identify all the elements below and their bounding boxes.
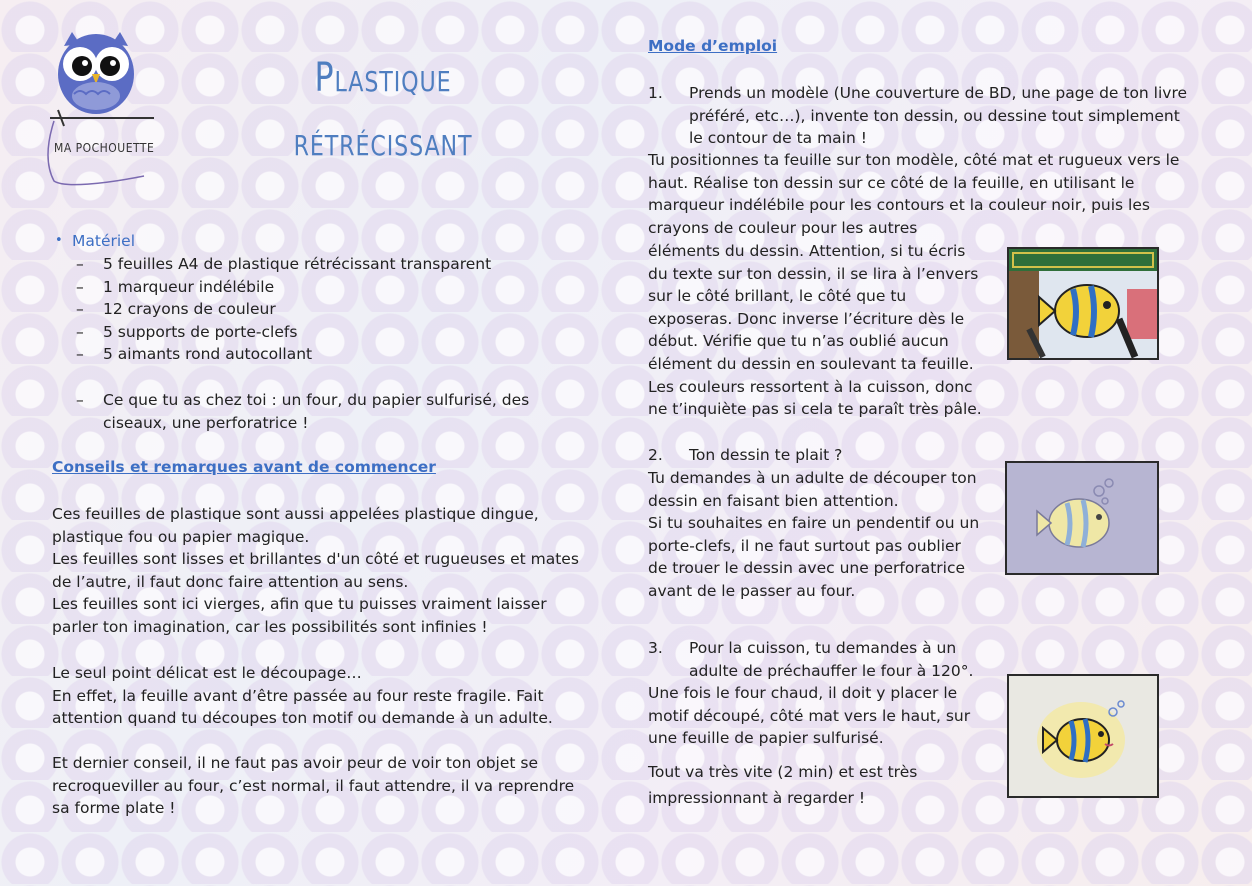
step-1-body-full — [648, 149, 1228, 239]
home-items-line-1: – Ce que tu as chez toi : un four, du papier sulfurisé, des — [76, 389, 596, 412]
step-line: porte-clefs, il ne faut surtout pas oublier — [648, 536, 961, 555]
step-line: marqueur indélébile pour les contours et la couleur noir, puis les — [648, 196, 1150, 215]
conseils-line: de l’autre, il faut donc faire attention au sens. — [52, 572, 409, 591]
materiel-heading: • Matériel — [72, 230, 592, 253]
step-line: début. Vérifie que tu n’as oublié aucun — [648, 332, 949, 351]
logo-text: MA POCHOUETTE — [54, 141, 155, 155]
materiel-item: – 5 supports de porte-clefs — [76, 321, 596, 344]
step-line: éléments du dessin. Attention, si tu écris — [648, 242, 966, 260]
conseils-line: sa forme plate ! — [52, 799, 176, 818]
step-line: motif découpé, côté mat vers le haut, sur — [648, 706, 971, 725]
step-line: Une fois le four chaud, il doit y placer le — [648, 684, 958, 702]
step-line: Les couleurs ressortent à la cuisson, donc — [648, 377, 973, 396]
conseils-line: attention quand tu découpes ton motif ou demande à un adulte. — [52, 709, 553, 728]
conseils-p1 — [52, 503, 612, 639]
conseils-heading: Conseils et remarques avant de commencer — [52, 458, 436, 476]
conseils-p3 — [52, 752, 612, 820]
step-line: Si tu souhaites en faire un pendentif ou un — [648, 514, 980, 533]
materiel-item: – 12 crayons de couleur — [76, 298, 596, 321]
step-1-number: 1. — [648, 84, 663, 102]
step-3-body — [648, 682, 993, 750]
step-line: Prends un modèle (Une couverture de BD, une page de ton livre — [689, 84, 1188, 102]
step-3-final — [648, 759, 993, 811]
step-line: Tu demandes à un adulte de découper ton — [648, 469, 977, 487]
step-2-number: 2. — [648, 446, 663, 464]
step-3-intro — [689, 637, 989, 682]
materiel-section — [72, 230, 592, 253]
materiel-list — [76, 253, 596, 366]
step-2-title: Ton dessin te plait ? — [689, 446, 843, 464]
step-line: élément du dessin en soulevant ta feuille. — [648, 354, 974, 373]
conseils-line: Les feuilles sont ici vierges, afin que tu puisses vraiment laisser — [52, 595, 547, 614]
step-line: ne t’inquiète pas si cela te paraît très pâle. — [648, 400, 982, 419]
step-line: crayons de couleur pour les autres — [648, 218, 918, 237]
conseils-line: En effet, la feuille avant d’être passée au four reste fragile. Fait — [52, 686, 544, 705]
step-2-body — [648, 467, 993, 603]
step-line: dessin en faisant bien attention. — [648, 491, 899, 510]
step-line: avant de le passer au four. — [648, 581, 856, 600]
conseils-line: Le seul point délicat est le découpage… — [52, 664, 362, 682]
conseils-line: Et dernier conseil, il ne faut pas avoir peur de voir ton objet se — [52, 754, 539, 772]
step-line: Tu positionnes ta feuille sur ton modèle, côté mat et rugueux vers le — [648, 151, 1180, 169]
fish-cutout-icon — [1007, 463, 1157, 573]
step-line: une feuille de papier sulfurisé. — [648, 729, 884, 748]
mode-heading: Mode d’emploi — [648, 37, 778, 55]
title-line-1: Plastique — [314, 55, 452, 101]
step-line: le contour de ta main ! — [689, 129, 867, 148]
photo-cut-drawing — [1005, 461, 1159, 575]
step-1-body-short — [648, 240, 998, 421]
materiel-item: – 1 marqueur indélébile — [76, 276, 596, 299]
step-line: de trouer le dessin avec une perforatrice — [648, 559, 966, 578]
title-line-2: rétrécissant — [293, 119, 473, 165]
step-1-intro — [689, 82, 1209, 150]
conseils-line: Ces feuilles de plastique sont aussi appelées plastique dingue, — [52, 505, 539, 523]
step-3-number: 3. — [648, 639, 663, 657]
conseils-line: parler ton imagination, car les possibilités sont infinies ! — [52, 617, 488, 636]
materiel-item: – 5 feuilles A4 de plastique rétrécissant transparent — [76, 253, 596, 276]
step-line: sur le côté brillant, le côté que tu — [648, 287, 907, 306]
materiel-item: – 5 aimants rond autocollant — [76, 343, 596, 366]
home-items-line-2: ciseaux, une perforatrice ! — [103, 413, 309, 432]
step-line: adulte de préchauffer le four à 120°. — [689, 661, 974, 680]
step-line: Tout va très vite (2 min) et est très — [648, 763, 918, 781]
conseils-p2 — [52, 662, 612, 730]
conseils-line: recroqueviller au four, c’est normal, il faut attendre, il va reprendre — [52, 776, 575, 795]
step-line: impressionnant à regarder ! — [648, 789, 866, 807]
step-line: haut. Réalise ton dessin sur ce côté de la feuille, en utilisant le — [648, 173, 1135, 192]
photo-drawing-on-model — [1007, 247, 1159, 360]
page-title — [264, 46, 502, 174]
conseils-line: plastique fou ou papier magique. — [52, 527, 310, 546]
photo-baked-fish — [1007, 674, 1159, 798]
fish-drawing-icon — [1009, 249, 1157, 358]
owl-logo-icon — [44, 26, 159, 191]
step-line: du texte sur ton dessin, il se lira à l’envers — [648, 264, 979, 283]
home-items — [76, 389, 596, 434]
step-line: Pour la cuisson, tu demandes à un — [689, 639, 957, 657]
step-line: préféré, etc…), invente ton dessin, ou dessine tout simplement — [689, 106, 1180, 125]
logo — [44, 26, 159, 191]
fish-baked-icon — [1009, 676, 1157, 796]
step-line: exposeras. Donc inverse l’écriture dès le — [648, 309, 965, 328]
conseils-line: Les feuilles sont lisses et brillantes d'un côté et rugueuses et mates — [52, 550, 579, 569]
